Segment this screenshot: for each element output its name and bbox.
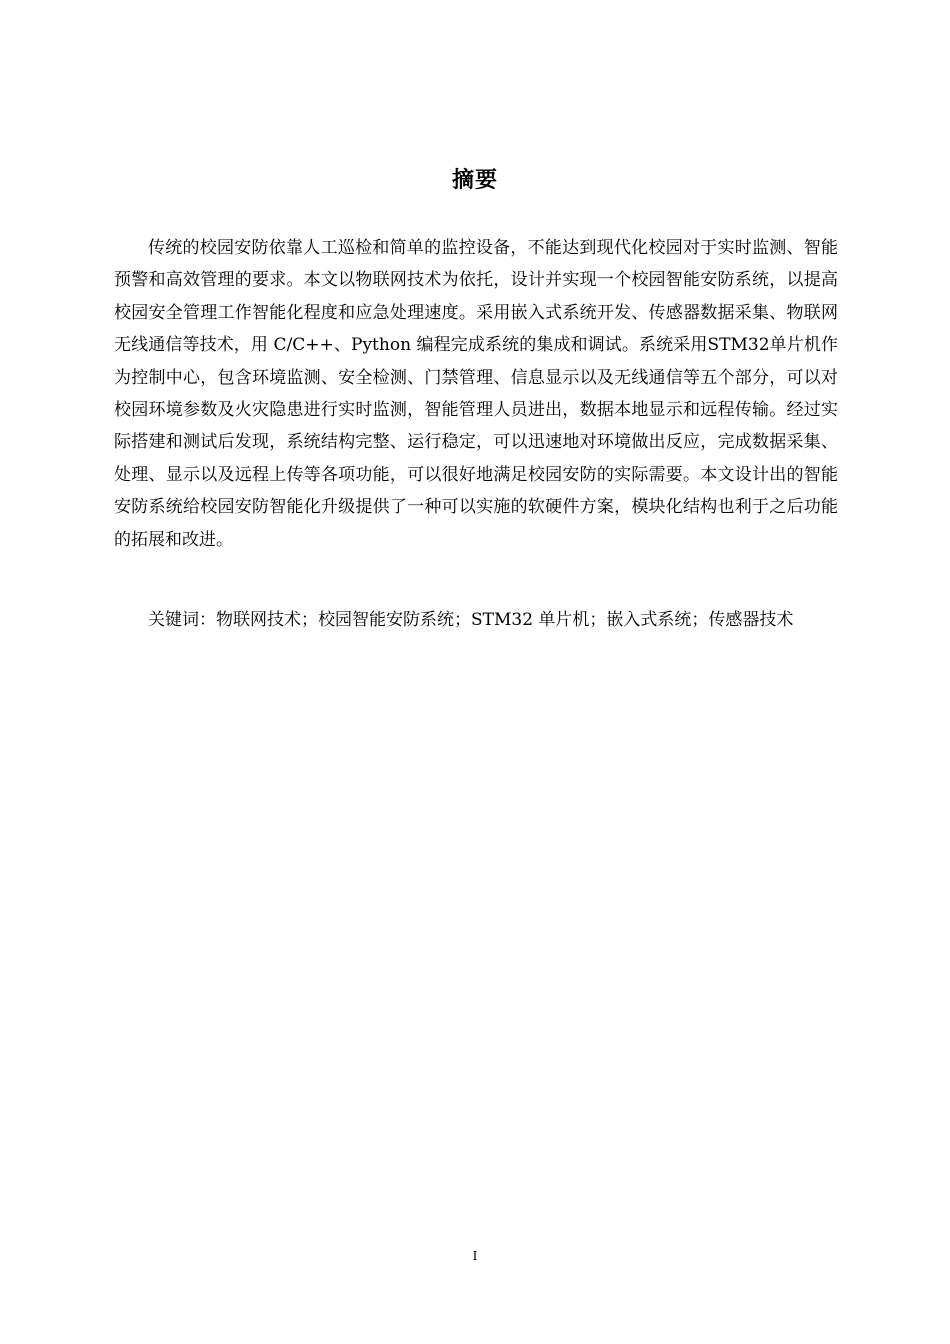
- keywords-label: 关键词：: [148, 610, 216, 630]
- keywords-text: 物联网技术；校园智能安防系统；STM32 单片机；嵌入式系统；传感器技术: [216, 610, 794, 630]
- page-number: I: [472, 1249, 478, 1263]
- keywords-paragraph: [114, 604, 838, 636]
- abstract-paragraph: 传统的校园安防依靠人工巡检和简单的监控设备，不能达到现代化校园对于实时监测、智能预警和高效管理的要求。本文以物联网技术为依托，设计并实现一个校园智能安防系统，以提高校园安全管理工作智能化程度和应急处理速度。采用嵌入式系统开发、传感器数据采集、物联网无线通信等技术，用 C/C++、Python 编程完成系统的集成和调试。系统采用STM32单片机作为控制中心，包含环境监测、安全检测、门禁管理、信息显示以及无线通信等五个部分，可以对校园环境参数及火灾隐患进行实时监测，智能管理人员进出，数据本地显示和远程传输。经过实际搭建和测试后发现，系统结构完整、运行稳定，可以迅速地对环境做出反应，完成数据采集、处理、显示以及远程上传等各项功能，可以很好地满足校园安防的实际需要。本文设计出的智能安防系统给校园安防智能化升级提供了一种可以实施的软硬件方案，模块化结构也利于之后功能的拓展和改进。: [114, 238, 838, 550]
- page-title: 摘要: [451, 168, 498, 193]
